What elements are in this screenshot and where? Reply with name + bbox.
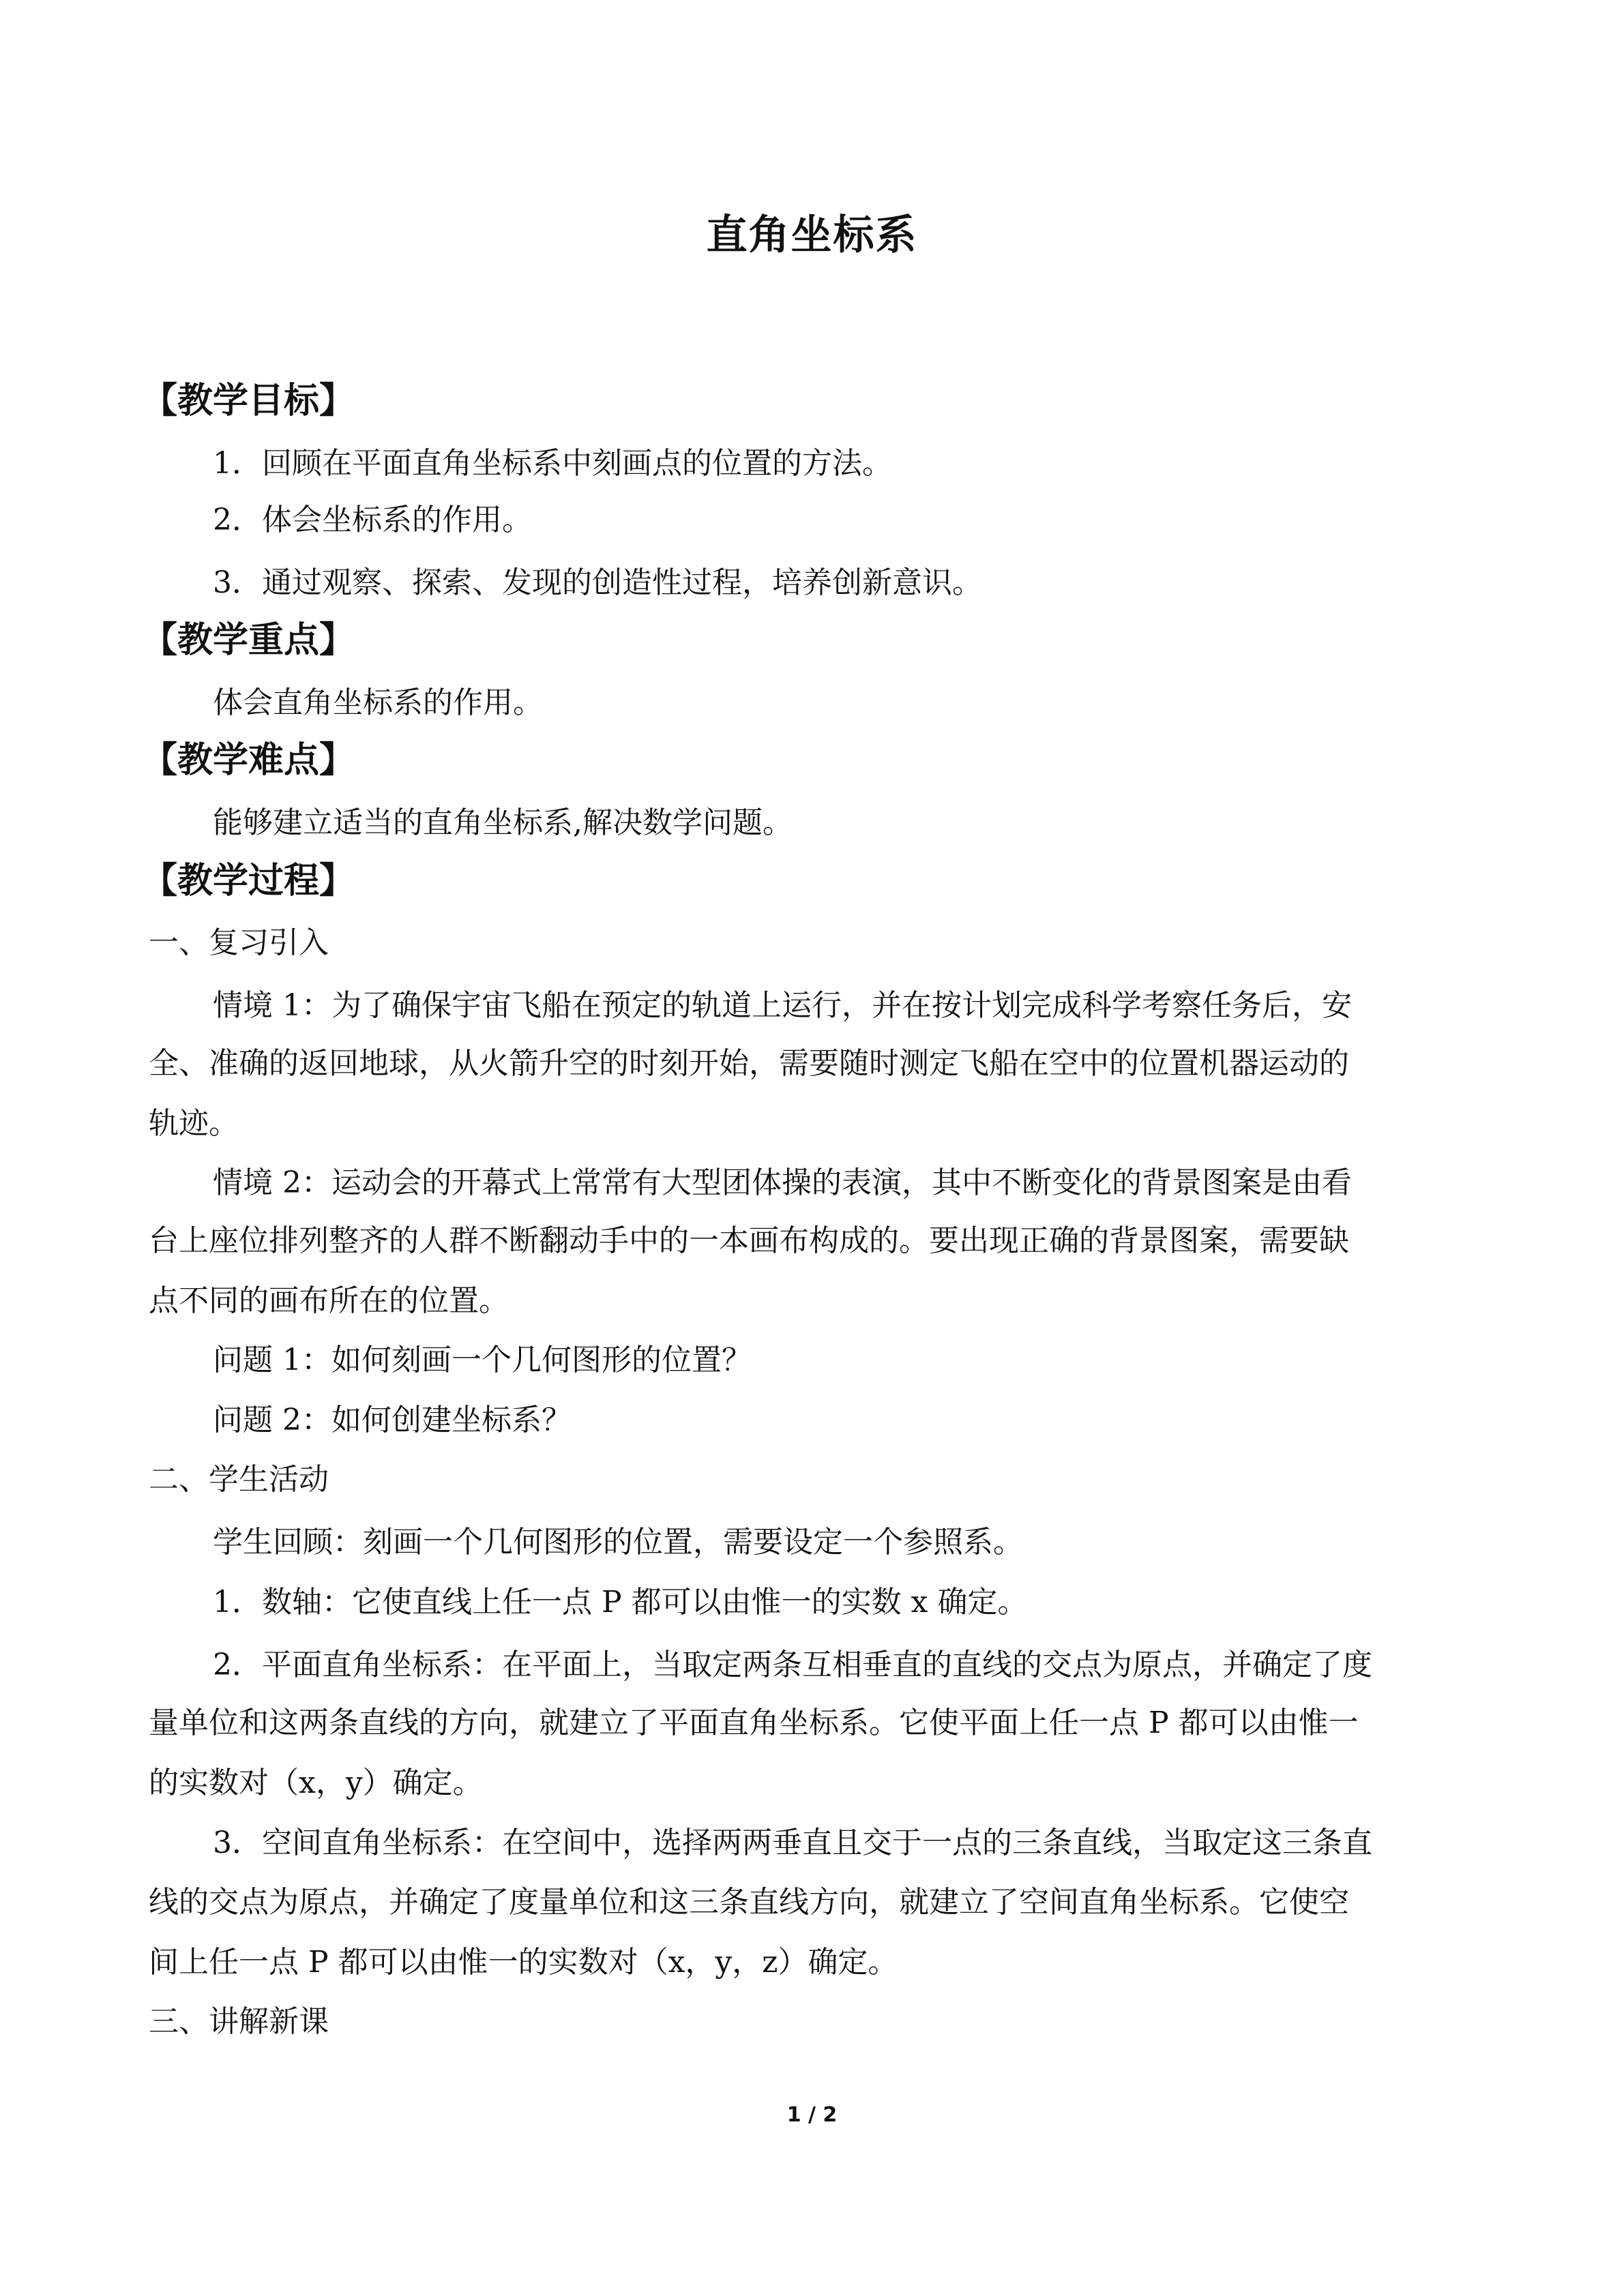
key-points-text: 体会直角坐标系的作用。 [213,685,543,720]
scenario1-line: 情境 1：为了确保宇宙飞船在预定的轨道上运行，并在按计划完成科学考察任务后，安 [213,988,1352,1023]
activity-item-1: 1．数轴：它使直线上任一点 P 都可以由惟一的实数 x 确定。 [213,1585,1028,1620]
difficulties-heading: 【教学难点】 [142,740,355,781]
scenario2-line: 情境 2：运动会的开幕式上常常有大型团体操的表演，其中不断变化的背景图案是由看 [213,1165,1352,1200]
objective-item: 3．通过观察、探索、发现的创造性过程，培养创新意识。 [213,565,982,600]
question-2: 问题 2：如何创建坐标系？ [213,1403,572,1437]
activity-item-2-line: 量单位和这两条直线的方向，就建立了平面直角坐标系。它使平面上任一点 P 都可以由惟一 [149,1705,1359,1740]
activity-item-3-line: 线的交点为原点，并确定了度量单位和这三条直线方向，就建立了空间直角坐标系。它使空 [149,1885,1349,1920]
document-title: 直角坐标系 [706,211,918,259]
section-title-new-lesson: 三、讲解新课 [149,2004,329,2039]
scenario2-line: 台上座位排列整齐的人群不断翻动手中的一本画布构成的。要出现正确的背景图案，需要缺 [149,1223,1349,1258]
page-number: 1 / 2 [786,2103,838,2127]
objective-item: 2．体会坐标系的作用。 [213,503,532,537]
activity-item-2-line: 2．平面直角坐标系：在平面上，当取定两条互相垂直的直线的交点为原点，并确定了度 [213,1648,1372,1682]
section-title-review: 一、复习引入 [149,925,329,960]
objectives-heading: 【教学目标】 [142,381,355,421]
student-review: 学生回顾：刻画一个几何图形的位置，需要设定一个参照系。 [213,1525,1023,1560]
activity-item-2-line: 的实数对（x，y）确定。 [149,1765,483,1800]
activity-item-3-line: 间上任一点 P 都可以由惟一的实数对（x，y，z）确定。 [149,1945,898,1980]
activity-item-3-line: 3．空间直角坐标系：在空间中，选择两两垂直且交于一点的三条直线，当取定这三条直 [213,1825,1372,1860]
key-points-heading: 【教学重点】 [142,620,355,661]
difficulties-text: 能够建立适当的直角坐标系,解决数学问题。 [213,805,793,840]
scenario1-line: 轨迹。 [149,1106,239,1141]
scenario2-line: 点不同的画布所在的位置。 [149,1283,509,1318]
scenario1-line: 全、准确的返回地球，从火箭升空的时刻开始，需要随时测定飞船在空中的位置机器运动的 [149,1046,1349,1081]
section-title-activity: 二、学生活动 [149,1462,329,1497]
process-heading: 【教学过程】 [142,861,355,901]
objective-item: 1．回顾在平面直角坐标系中刻画点的位置的方法。 [213,446,892,481]
question-1: 问题 1：如何刻画一个几何图形的位置？ [213,1343,752,1377]
